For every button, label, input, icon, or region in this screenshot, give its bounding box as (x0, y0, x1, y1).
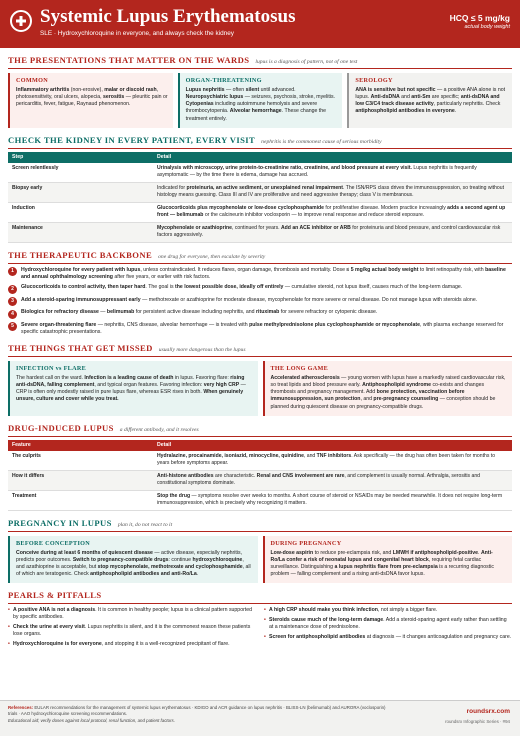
table-row: Maintenance Mycophenolate or azathioprine, continued for years. Add an ACE inhibitor or ARB for proteinuria and blood pressure, and control cardiovascular risk factors aggressively. (8, 222, 512, 242)
section-subtitle: a different antibody, and it resolves (119, 426, 199, 433)
pregnancy-cards (8, 536, 512, 584)
disclaimer: Educational aid; verify doses against local protocol, renal function, and patient factors. (8, 717, 175, 723)
references-text: EULAR recommendations for the management of systemic lupus erythematosus · KDIGO and ACR guidance on lupus nephritis · BLISS-LN (belimumab) and AURORA (voclosporin) trials · AAO hydroxychloroquine screening recommendations. (8, 705, 386, 717)
card-title: THE LONG GAME (270, 364, 329, 372)
table-row: Treatment Stop the drug — symptoms resolve over weeks to months. A short course of steroid or NSAIDs may be needed meanwhile. It does not require long-term immunosuppression, which is precisely why recognizing it matters. (8, 490, 512, 510)
card-serology (347, 73, 512, 128)
card-title: INFECTION vs FLARE (16, 364, 87, 372)
card-body: ANA is sensitive but not specific — a positive ANA alone is not lupus. Anti-dsDNA and anti-Sm are specific; anti-dsDNA and low C3/C4 track disease activity, particularly nephritis. Check antiphospholipid antibodies in everyone. (355, 86, 506, 115)
step-number: 2 (8, 285, 17, 294)
step-number: 1 (8, 267, 17, 276)
card-common (8, 73, 173, 128)
list-item: • Check the urine at every visit. Lupus nephritis is silent, and it is the commonest reason these patients lose organs. (8, 624, 256, 638)
section-subtitle: one drug for everyone, then escalate by severity (158, 253, 266, 260)
card-title: SEROLOGY (355, 76, 393, 84)
kidney-table (8, 152, 512, 243)
section-title: THE PRESENTATIONS THAT MATTER ON THE WARDS (8, 55, 250, 65)
column-header: Detail (153, 440, 512, 451)
table-row: How it differs Anti-histone antibodies are characteristic. Renal and CNS involvement are rare, and complement is usually normal. Arthralgia, serositis and constitutional symptoms dominate. (8, 470, 512, 490)
footer-brand (445, 708, 510, 725)
list-item: • A high CRP should make you think infection, not simply a bigger flare. (264, 607, 512, 614)
step-number: 5 (8, 322, 17, 331)
card-body: Inflammatory arthritis (non-erosive), malar or discoid rash, photosensitivity, oral ulcers, alopecia, serositis — pleuritic pain or pericarditis, fever, fatigue, Raynaud phenomenon. (16, 86, 168, 108)
card-during-pregnancy (263, 536, 513, 584)
list-item: • Hydroxychloroquine is for everyone, and stopping it is a well-recognized precipitant of flare. (8, 641, 256, 648)
section-pregnancy (8, 518, 512, 532)
column-header: Feature (8, 440, 153, 451)
section-subtitle: lupus is a diagnosis of pattern, not of one test (255, 59, 358, 65)
treatment-steps (8, 267, 512, 336)
section-title: CHECK THE KIDNEY IN EVERY PATIENT, EVERY VISIT (8, 134, 256, 145)
table-row: Screen relentlessly Urinalysis with microscopy, urine protein-to-creatinine ratio, creatinine, and blood pressure at every visit. Lupus nephritis is frequently asymptomatic — by the time there is edema, damage has accrued. (8, 163, 512, 183)
card-before-conception (8, 536, 258, 584)
column-header: Detail (153, 152, 512, 163)
table-row: Induction Glucocorticoids plus mycophenolate or low-dose cyclophosphamide for proliferative disease. Modern practice increasingly adds a second agent up front — belimumab or the calcineurin inhibitor voclosporin — to improve renal response and reduce steroid exposure. (8, 202, 512, 222)
dose-value: HCQ ≤ 5 mg/kg (449, 13, 510, 23)
section-title: DRUG-INDUCED LUPUS (8, 422, 114, 433)
header-banner (0, 0, 520, 48)
card-title: ORGAN-THREATENING (185, 76, 262, 84)
step-number: 4 (8, 310, 17, 319)
section-title: THE THERAPEUTIC BACKBONE (8, 249, 153, 260)
dose-callout (450, 13, 510, 31)
drug-induced-table (8, 440, 512, 511)
section-title: PEARLS & PITFALLS (8, 590, 102, 601)
pearls-right (264, 607, 512, 650)
site-link[interactable]: roundsrx.com (466, 708, 510, 715)
page-subtitle: SLE · Hydroxychloroquine in everyone, and always check the kidney (40, 30, 234, 37)
section-title: THE THINGS THAT GET MISSED (8, 342, 153, 353)
section-title: PREGNANCY IN LUPUS (8, 517, 112, 528)
card-body: Accelerated atherosclerosis — young women with lupus have a markedly raised cardiovascular risk, so treat lipids and blood pressure early. Antiphospholipid syndrome co-exists and changes thrombosis and pregnancy management. Add bone protection, vaccination before immunosuppression, sun protection, and pre-pregnancy counseling — conception should be planned during quiescent disease on pregnancy-compatible drugs. (270, 374, 506, 410)
references-label: References: (8, 705, 34, 710)
list-item: • Screen for antiphospholipid antibodies at diagnosis — it changes anticoagulation and pregnancy care. (264, 634, 512, 641)
card-title: DURING PREGNANCY (270, 539, 342, 547)
step-number: 3 (8, 297, 17, 306)
series-label: roundsrx Infographic Series · #94 (445, 718, 510, 724)
section-kidney (8, 135, 512, 149)
card-organ-threatening (178, 73, 343, 128)
list-item: • A positive ANA is not a diagnosis. It is common in healthy people; lupus is a clinical pattern supported by specific antibodies. (8, 607, 256, 621)
medical-cross-icon (10, 10, 32, 32)
section-subtitle: usually more dangerous than the lupus (158, 346, 246, 353)
list-item: 4 Biologics for refractory disease — belimumab for persistent active disease including nephritis, and rituximab for severe refractory or cytopenic disease. (8, 309, 512, 319)
list-item: 2 Glucocorticoids to control activity, then taper hard. The goal is the lowest possible dose, ideally off entirely — cumulative steroid, not lupus itself, causes much of the long-term damage. (8, 284, 512, 294)
card-title: BEFORE CONCEPTION (16, 539, 91, 547)
card-body: The hardest call on the ward. Infection is a leading cause of death in lupus. Favoring flare: rising anti-dsDNA, falling complement, and typical organ features. Favoring infection: very high CRP — CRP is often only modestly raised in pure lupus flare, whereas ESR rises in both. When genuinely unsure, culture and cover while you treat. (16, 374, 246, 403)
card-title: COMMON (16, 76, 49, 84)
page-title: Systemic Lupus Erythematosus (40, 6, 296, 27)
list-item: • Steroids cause much of the long-term damage. Add a steroid-sparing agent early rather than settling at a maintenance dose of prednisolone. (264, 617, 512, 631)
column-header: Step (8, 152, 153, 163)
table-row: The culprits Hydralazine, procainamide, isoniazid, minocycline, quinidine, and TNF inhibitors. Ask specifically — the drug has often been taken for months to years before symptoms appear. (8, 451, 512, 471)
section-therapeutic-backbone (8, 250, 512, 264)
card-infection-vs-flare (8, 361, 258, 416)
references (8, 705, 388, 724)
section-drug-induced (8, 423, 512, 437)
section-subtitle: plan it, do not react to it (117, 521, 173, 528)
section-pearls (8, 590, 512, 604)
card-long-game (263, 361, 513, 416)
table-row: Biopsy early Indicated for proteinuria, an active sediment, or unexplained renal impairment. The ISN/RPS class drives the immunosuppression, so treating without histology means guessing. Class III and IV are proliferative and need aggressive therapy; class V is membranous. (8, 182, 512, 202)
section-subtitle: nephritis is the commonest cause of serious morbidity (261, 138, 382, 145)
section-presentations (8, 55, 512, 69)
list-item: 5 Severe organ-threatening flare — nephritis, CNS disease, alveolar hemorrhage — is treated with pulse methylprednisolone plus cyclophosphamide or mycophenolate, with plasma exchange reserved for specific catastrophic presentations. (8, 322, 512, 336)
pearls-left (8, 607, 256, 650)
card-body: Conceive during at least 6 months of quiescent disease — active disease, especially nephritis, predicts poor outcomes. Switch to pregnancy-compatible drugs: continue hydroxychloroquine, and azathioprine is acceptable, but stop mycophenolate, methotrexate and cyclophosphamide, all of which are teratogenic. Check antiphospholipid antibodies and anti-Ro/La. (16, 549, 251, 578)
footer (0, 700, 520, 736)
card-body: Lupus nephritis — often silent until advanced. Neuropsychiatric lupus — seizures, psychosis, stroke, myelitis. Cytopenias including autoimmune hemolysis and severe thrombocytopenia. Alveolar hemorrhage. These change the treatment entirely. (185, 86, 335, 122)
list-item: 1 Hydroxychloroquine for every patient with lupus, unless contraindicated. It reduces flares, organ damage, thrombosis and mortality. Dose ≤ 5 mg/kg actual body weight to limit retinopathy risk, with baseline and annual ophthalmology screening after five years, or earlier with risk factors. (8, 267, 512, 281)
missed-cards (8, 361, 512, 416)
presentation-cards (8, 73, 512, 128)
main-content (8, 48, 512, 651)
pearls-list (8, 607, 512, 650)
section-missed (8, 343, 512, 357)
list-item: 3 Add a steroid-sparing immunosuppressant early — methotrexate or azathioprine for moderate disease, mycophenolate for more severe or renal disease. Do not manage lupus with steroids alone. (8, 297, 512, 307)
dose-note: actual body weight (464, 24, 510, 30)
card-body: Low-dose aspirin to reduce pre-eclampsia risk, and LMWH if antiphospholipid-positive. Anti-Ro/La confer a risk of neonatal lupus and congenital heart block, requiring fetal cardiac surveillance. Distinguishing a lupus nephritis flare from pre-eclampsia is a recurring diagnostic problem — falling complement and a rising anti-dsDNA favor lupus. (270, 549, 494, 578)
